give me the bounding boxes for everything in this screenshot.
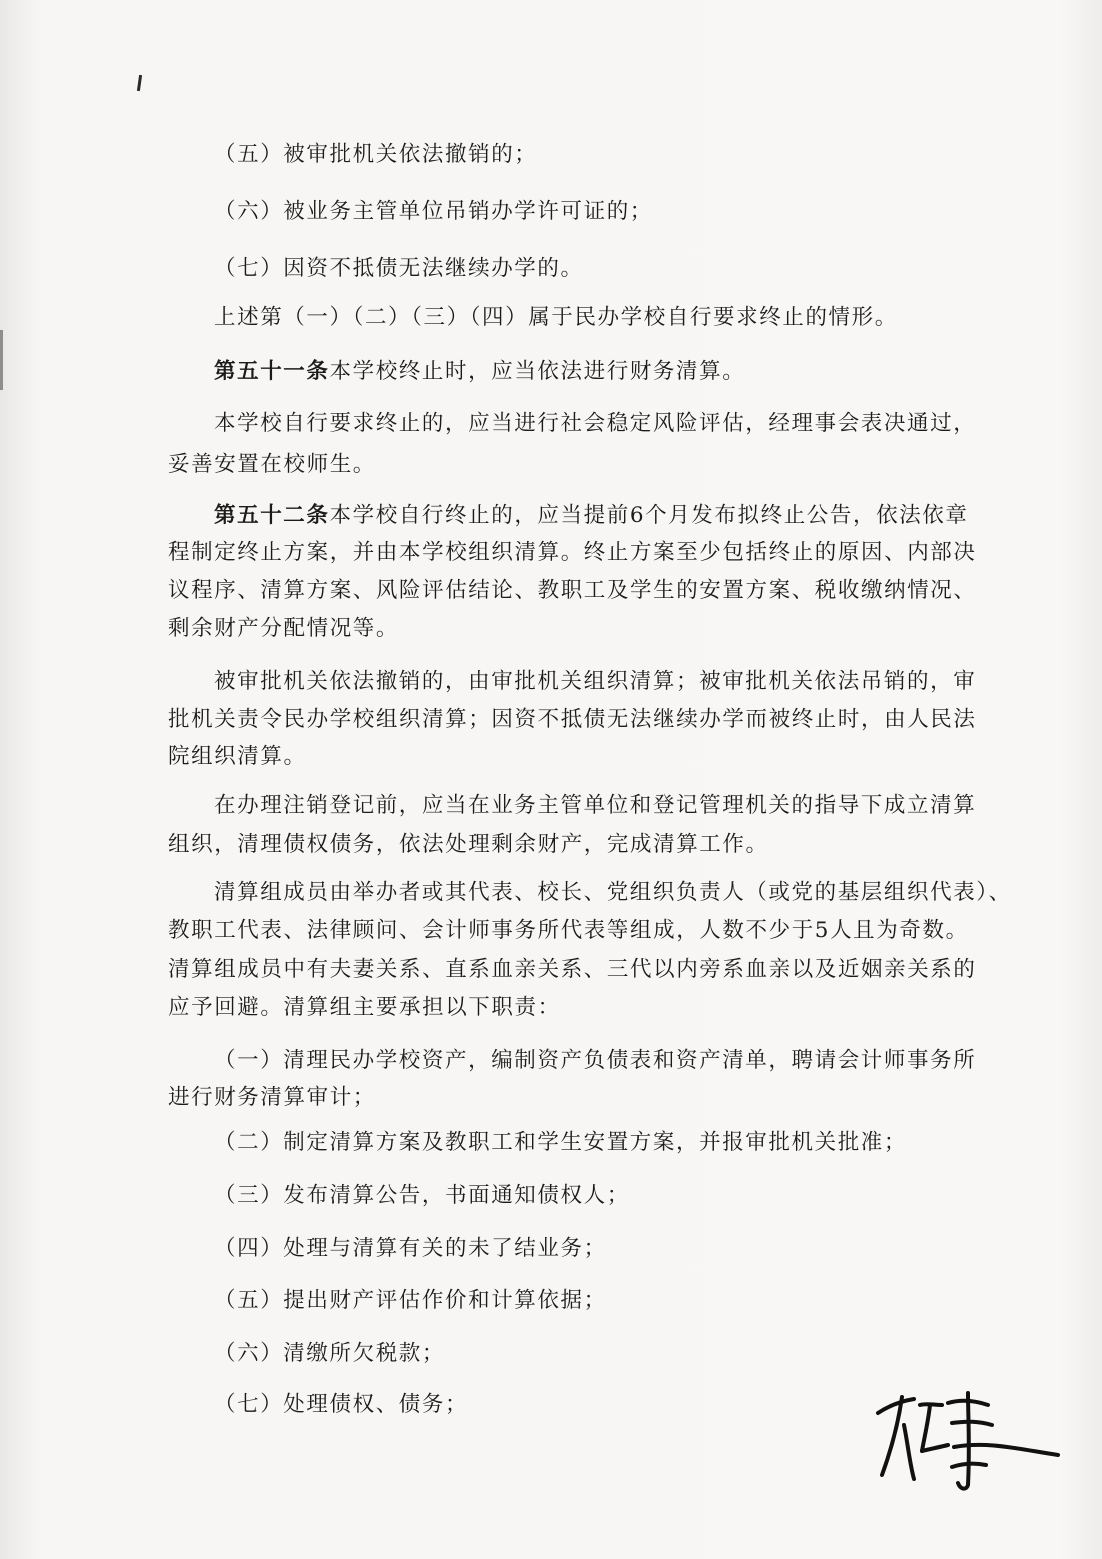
- article-51: [214, 357, 948, 387]
- paragraph-line: 程制定终止方案，并由本学校组织清算。终止方案至少包括终止的原因、内部决: [168, 540, 977, 565]
- scan-edge-shadow: [0, 330, 3, 390]
- list-item: （四）处理与清算有关的未了结业务；: [214, 1236, 607, 1261]
- paragraph-line: 被审批机关依法撤销的，由审批机关组织清算；被审批机关依法吊销的，审: [214, 669, 977, 694]
- paragraph-line: 上述第（一）（二）（三）（四）属于民办学校自行要求终止的情形。: [214, 305, 898, 330]
- article-text: 本学校终止时，应当依法进行财务清算。: [329, 359, 746, 384]
- list-item: 进行财务清算审计；: [168, 1085, 376, 1110]
- list-item: （七）处理债权、债务；: [214, 1392, 469, 1417]
- scan-speck: [137, 75, 142, 91]
- list-item: （六）被业务主管单位吊销办学许可证的；: [214, 199, 653, 224]
- article-text: 本学校自行终止的，应当提前6个月发布拟终止公告，依法依章: [329, 503, 969, 528]
- article-heading: 第五十一条: [214, 359, 330, 384]
- article-heading: 第五十二条: [214, 503, 330, 528]
- paragraph-line: 妥善安置在校师生。: [168, 452, 376, 477]
- paragraph-line: 本学校自行要求终止的，应当进行社会稳定风险评估，经理事会表决通过，: [214, 411, 977, 436]
- list-item: （五）被审批机关依法撤销的；: [214, 142, 538, 167]
- article-52: [214, 501, 969, 531]
- paragraph-line: 清算组成员由举办者或其代表、校长、党组织负责人（或党的基层组织代表）、: [214, 880, 1012, 905]
- paragraph-line: 批机关责令民办学校组织清算；因资不抵债无法继续办学而被终止时，由人民法: [168, 707, 977, 732]
- paragraph-line: 议程序、清算方案、风险评估结论、教职工及学生的安置方案、税收缴纳情况、: [168, 578, 977, 603]
- list-item: （七）因资不抵债无法继续办学的。: [214, 256, 584, 281]
- paragraph-line: 组织，清理债权债务，依法处理剩余财产，完成清算工作。: [168, 832, 769, 857]
- list-item: （五）提出财产评估作价和计算依据；: [214, 1288, 607, 1313]
- paragraph-line: 应予回避。清算组主要承担以下职责：: [168, 995, 561, 1020]
- list-item: （一）清理民办学校资产，编制资产负债表和资产清单，聘请会计师事务所: [214, 1048, 977, 1073]
- paragraph-line: 剩余财产分配情况等。: [168, 616, 400, 641]
- list-item: （三）发布清算公告，书面通知债权人；: [214, 1183, 630, 1208]
- list-item: （六）清缴所欠税款；: [214, 1341, 446, 1366]
- paragraph-line: 教职工代表、法律顾问、会计师事务所代表等组成，人数不少于5人且为奇数。: [168, 918, 969, 943]
- paragraph-line: 在办理注销登记前，应当在业务主管单位和登记管理机关的指导下成立清算: [214, 793, 977, 818]
- paragraph-line: 清算组成员中有夫妻关系、直系血亲关系、三代以内旁系血亲以及近姻亲关系的: [168, 957, 977, 982]
- paragraph-line: 院组织清算。: [168, 744, 307, 769]
- handwritten-signature: [868, 1375, 1068, 1495]
- list-item: （二）制定清算方案及教职工和学生安置方案，并报审批机关批准；: [214, 1130, 908, 1155]
